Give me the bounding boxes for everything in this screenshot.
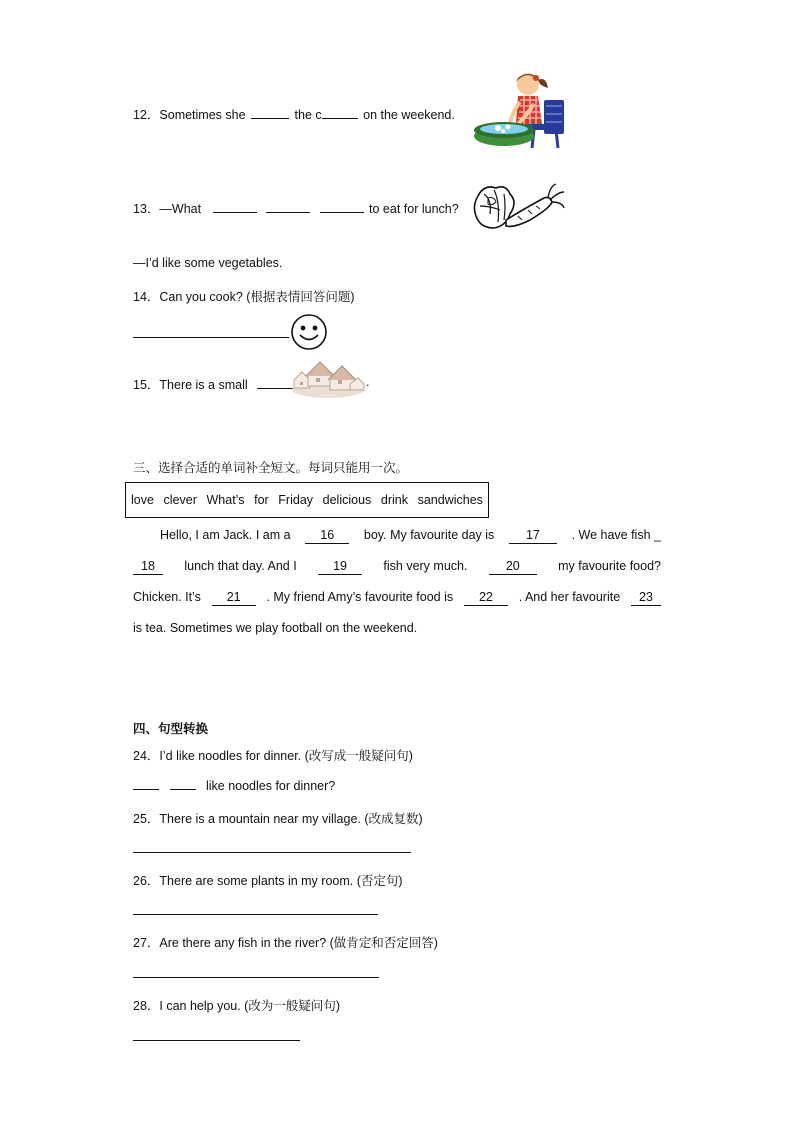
blank-17[interactable]: 17: [509, 528, 557, 544]
passage-text: my favourite food?: [558, 559, 661, 573]
q13-text-a: 13．—What: [133, 202, 202, 216]
q24-tail: like noodles for dinner?: [205, 779, 336, 793]
blank-20[interactable]: 20: [489, 559, 537, 575]
passage-line-4: is tea. Sometimes we play football on the weekend.: [133, 621, 418, 635]
q15-text-a: 15．There is a small: [133, 378, 248, 392]
q24-blank-1[interactable]: [133, 777, 159, 790]
q14-answer-line[interactable]: [133, 337, 289, 338]
q26-text: 26．There are some plants in my room. (否定句): [133, 874, 403, 888]
blank-21[interactable]: 21: [212, 590, 256, 606]
passage-text: boy. My favourite day is: [363, 528, 495, 542]
q14-text: 14．Can you cook? (根据表情回答问题): [133, 290, 355, 304]
q25-answer-line[interactable]: [133, 852, 411, 853]
village-illustration: [290, 360, 366, 400]
q15-blank[interactable]: [257, 376, 293, 389]
q24-blank-2[interactable]: [170, 777, 196, 790]
word-bank-box: [125, 482, 489, 518]
passage-line-3: [133, 590, 661, 606]
q13-text-b: to eat for lunch?: [369, 202, 459, 216]
section3-heading: 三、选择合适的单词补全短文。每词只能用一次。: [133, 461, 409, 475]
q15-line: [133, 375, 295, 393]
passage-text: Hello, I am Jack. I am a: [160, 528, 291, 542]
q13-blank-2[interactable]: [266, 200, 310, 213]
blank-18[interactable]: 18: [133, 559, 163, 575]
word-bank-item: love: [131, 493, 154, 507]
q15-period: .: [366, 375, 370, 389]
q13-answer: —I’d like some vegetables.: [133, 256, 283, 270]
q12-blank-1[interactable]: [251, 106, 289, 119]
passage-line-1: [160, 528, 661, 544]
blank-19[interactable]: 19: [318, 559, 362, 575]
passage-text: Chicken. It’s: [133, 590, 201, 604]
passage-line-2: [133, 559, 661, 575]
q12-line: [133, 105, 455, 123]
q12-text-a: 12．Sometimes she: [133, 108, 246, 122]
q13-blank-3[interactable]: [320, 200, 364, 213]
passage-text: fish very much.: [383, 559, 468, 573]
blank-22[interactable]: 22: [464, 590, 508, 606]
q25-text: 25．There is a mountain near my village. (改成复数): [133, 812, 423, 826]
q13-blank-1[interactable]: [213, 200, 257, 213]
passage-text: . And her favourite: [518, 590, 621, 604]
passage-text: . My friend Amy’s favourite food is: [266, 590, 454, 604]
blank-16[interactable]: 16: [305, 528, 349, 544]
section4-heading: 四、句型转换: [133, 722, 209, 736]
q27-text: 27．Are there any fish in the river? (做肯定和否定回答): [133, 936, 438, 950]
q13-line: [133, 199, 459, 217]
q24-answer-line: [133, 777, 335, 793]
girl-washing-clothes-illustration: [472, 66, 572, 156]
q12-text-b: the c: [294, 108, 322, 122]
q12-text-c: on the weekend.: [363, 108, 455, 122]
word-bank-item: clever: [163, 493, 197, 507]
q24-text: 24．I’d like noodles for dinner. (改写成一般疑问句): [133, 749, 413, 763]
word-bank-item: delicious: [322, 493, 372, 507]
word-bank-item: What’s: [206, 493, 245, 507]
passage-text: lunch that day. And I: [184, 559, 297, 573]
word-bank-item: drink: [380, 493, 408, 507]
word-bank-item: for: [254, 493, 269, 507]
word-bank-item: sandwiches: [417, 493, 483, 507]
q28-text: 28．I can help you. (改为一般疑问句): [133, 999, 341, 1013]
passage-text: . We have fish _: [571, 528, 661, 542]
vegetables-illustration: [470, 180, 566, 234]
smiley-face-icon: [290, 313, 328, 351]
q27-answer-line[interactable]: [133, 977, 379, 978]
q12-blank-2[interactable]: [322, 106, 358, 119]
word-bank-item: Friday: [278, 493, 314, 507]
blank-23[interactable]: 23: [631, 590, 661, 606]
q26-answer-line[interactable]: [133, 914, 378, 915]
q28-answer-line[interactable]: [133, 1040, 300, 1041]
